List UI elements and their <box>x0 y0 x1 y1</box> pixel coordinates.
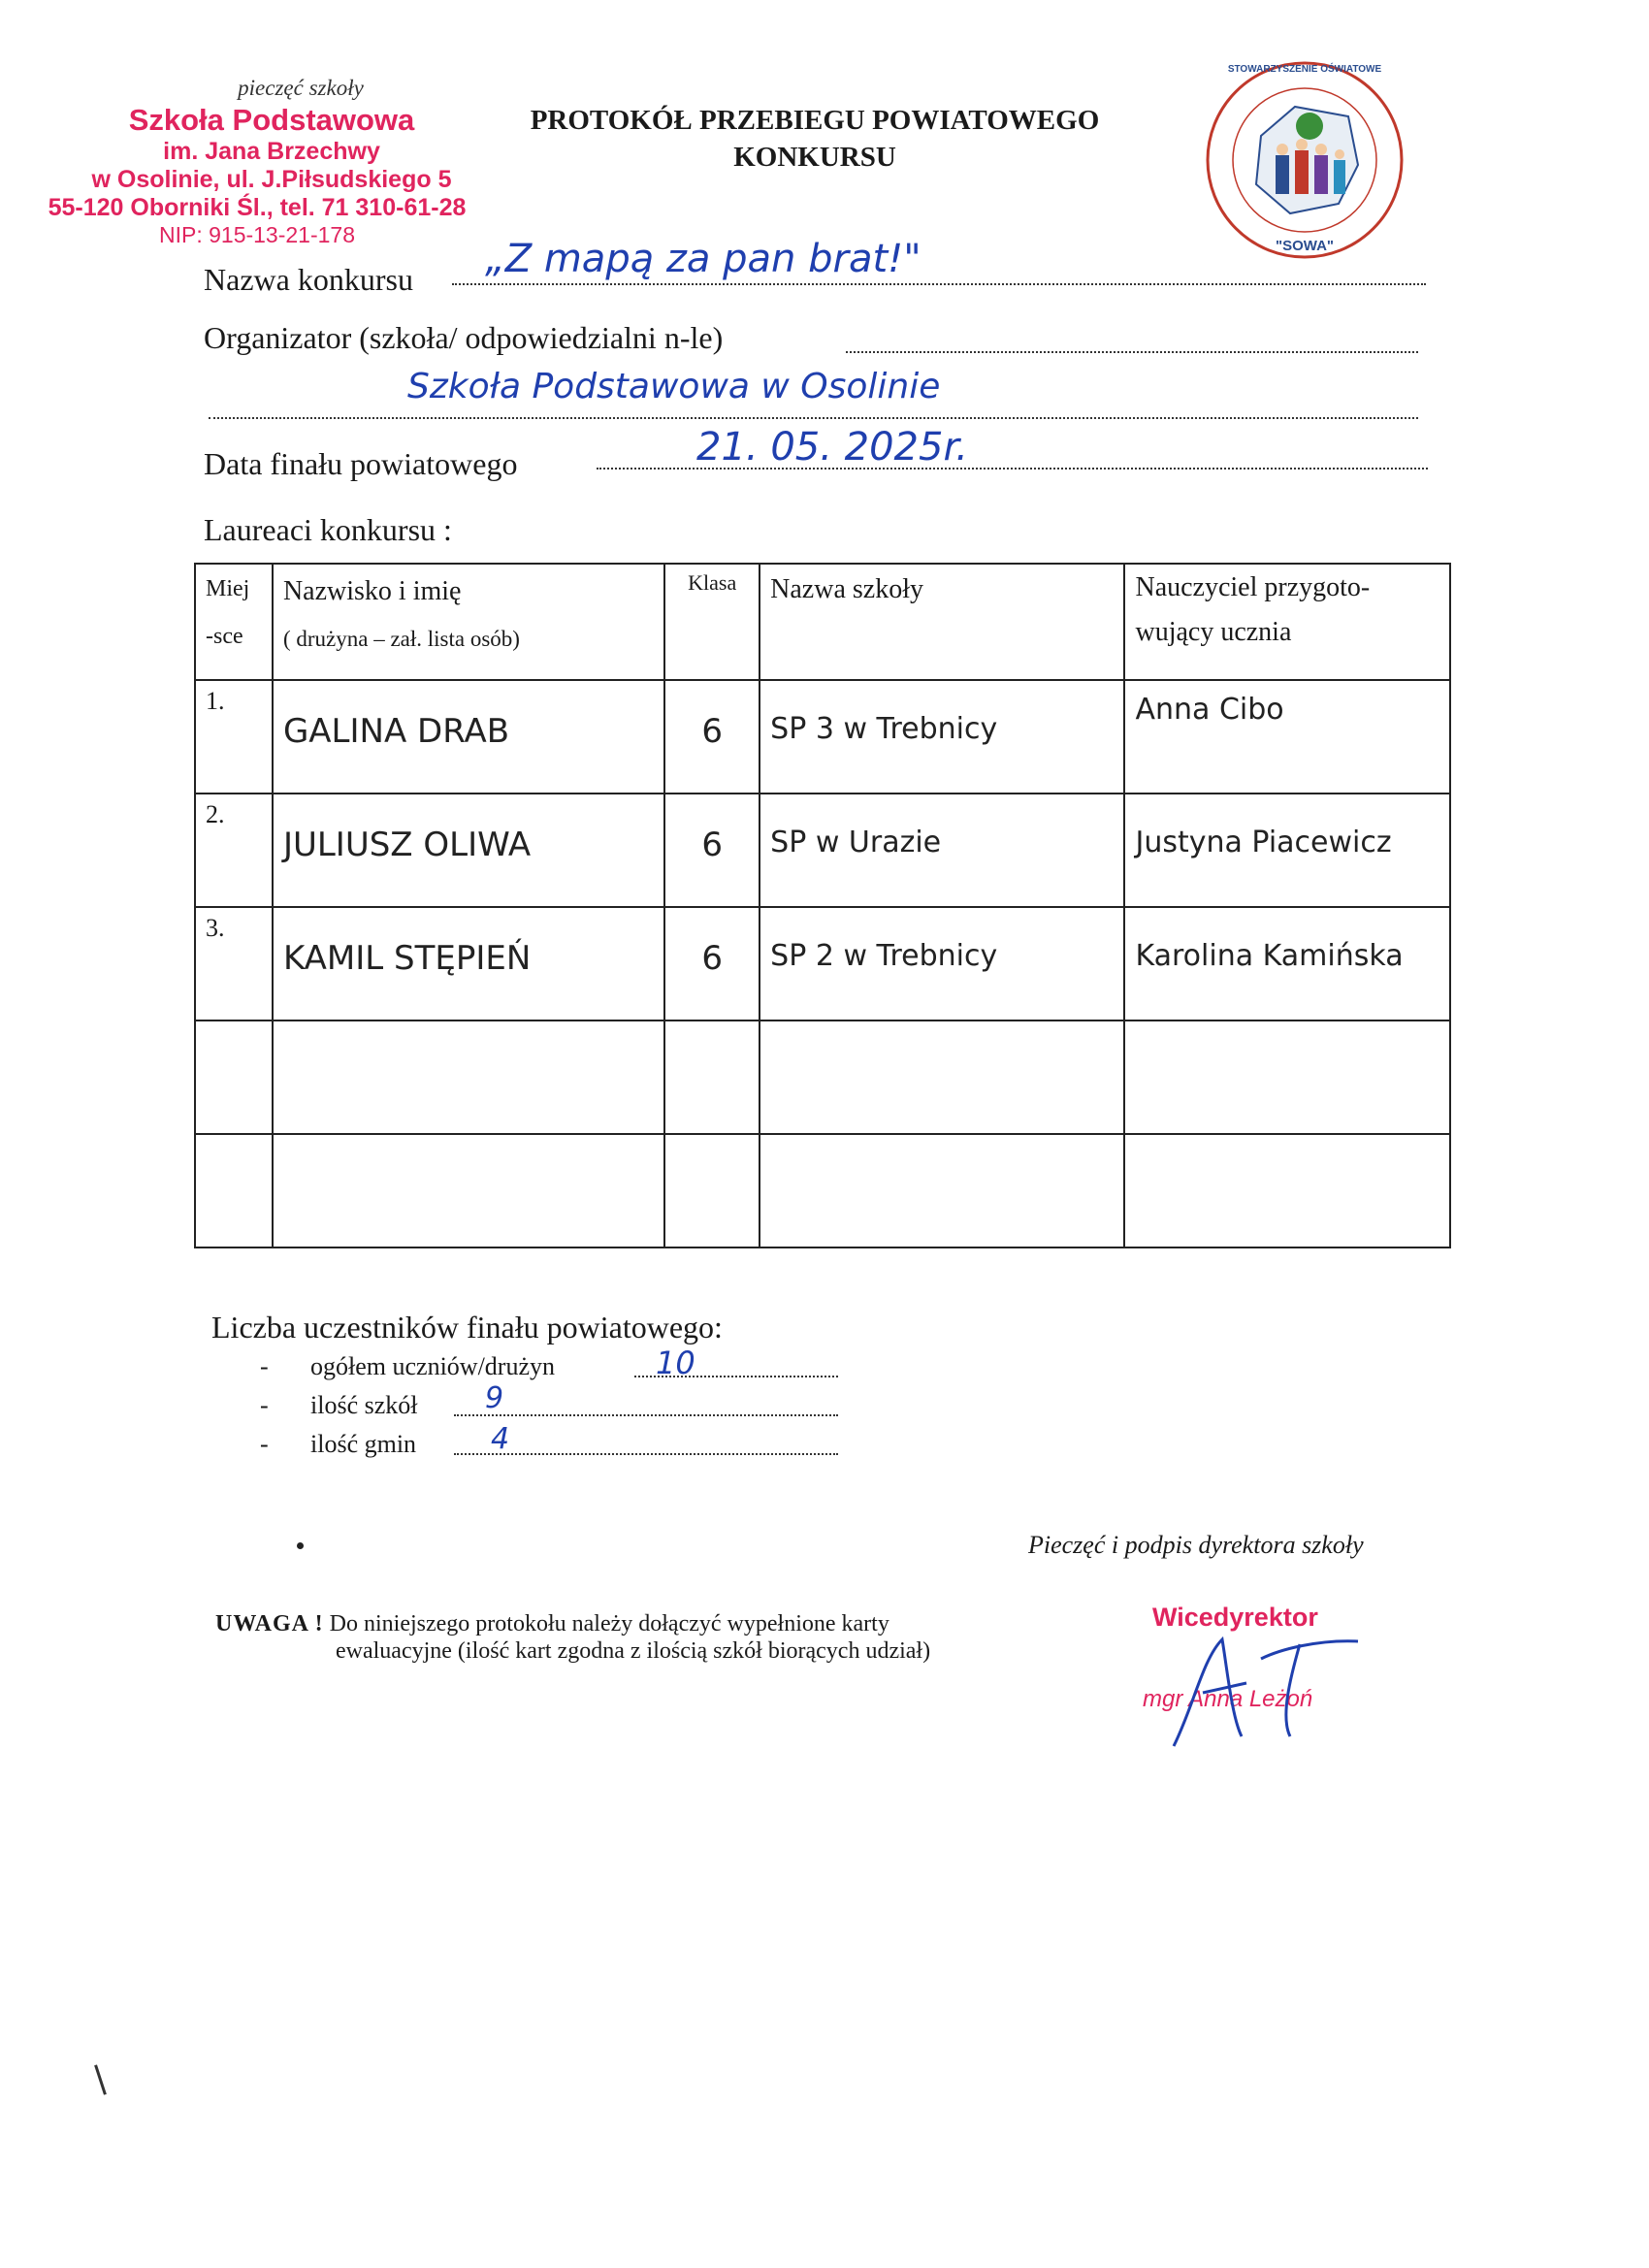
organizer-dotted-line-1 <box>846 351 1418 353</box>
contest-label: Nazwa konkursu <box>204 262 413 297</box>
row-class <box>664 1134 760 1247</box>
stray-mark <box>297 1542 304 1549</box>
row-teacher: Karolina Kamińska <box>1124 907 1450 1021</box>
signature <box>1135 1601 1426 1756</box>
organizer-label: Organizator (szkoła/ odpowiedzialni n-le) <box>204 320 724 355</box>
header-place: Miej -sce <box>195 564 273 680</box>
date-label: Data finału powiatowego <box>204 446 518 481</box>
row-teacher: Anna Cibo <box>1124 680 1450 794</box>
table-row <box>195 907 1450 1021</box>
stamp-caption: pieczęć szkoły <box>238 76 364 100</box>
laureates-table <box>194 563 1451 1248</box>
row-class <box>664 1021 760 1134</box>
row-name: JULIUSZ OLIWA <box>273 794 664 907</box>
stray-mark <box>94 2064 107 2094</box>
row-place: 3. <box>195 907 273 1021</box>
schools-label: ilość szkół <box>310 1391 418 1419</box>
director-stamp-title: Wicedyrektor <box>1152 1603 1318 1632</box>
row-school: SP w Urazie <box>760 794 1124 907</box>
organizer-value: Szkoła Podstawowa w Osolinie <box>407 367 941 406</box>
row-name: KAMIL STĘPIEŃ <box>273 907 664 1021</box>
title-line2: KONKURSU <box>733 142 896 173</box>
sowa-logo <box>1203 58 1406 262</box>
stamp-patron: im. Jana Brzechwy <box>163 138 380 165</box>
total-label: ogółem uczniów/drużyn <box>310 1352 555 1380</box>
row-place: 1. <box>195 680 273 794</box>
participants-total: - ogółem uczniów/drużyn 10 <box>260 1350 842 1385</box>
row-name <box>273 1134 664 1247</box>
date-value: 21. 05. 2025r. <box>696 425 968 470</box>
contest-dotted-line <box>452 283 1426 285</box>
table-row <box>195 680 1450 794</box>
participants-schools: - ilość szkół 9 <box>260 1389 842 1424</box>
table-row <box>195 1021 1450 1134</box>
stamp-city-phone: 55-120 Oborniki Śl., tel. 71 310-61-28 <box>48 194 467 221</box>
table-header-row <box>195 564 1450 680</box>
laureates-label: Laureaci konkursu : <box>204 512 452 547</box>
director-caption: Pieczęć i podpis dyrektora szkoły <box>1028 1531 1364 1559</box>
row-name: GALINA DRAB <box>273 680 664 794</box>
row-place: 2. <box>195 794 273 907</box>
contest-value: „Z mapą za pan brat!" <box>485 237 922 281</box>
note-label: UWAGA ! <box>215 1611 324 1636</box>
stamp-nip: NIP: 915-13-21-178 <box>158 222 355 247</box>
row-school <box>760 1021 1124 1134</box>
page-title <box>466 102 1164 176</box>
gminas-label: ilość gmin <box>310 1430 417 1458</box>
title-line1: PROTOKÓŁ PRZEBIEGU POWIATOWEGO <box>530 105 1100 136</box>
row-name <box>273 1021 664 1134</box>
header-teacher: Nauczyciel przygoto- wujący ucznia <box>1124 564 1450 680</box>
note-line1: Do niniejszego protokołu należy dołączyć wypełnione karty <box>329 1611 889 1636</box>
row-teacher: Justyna Piacewicz <box>1124 794 1450 907</box>
row-school: SP 2 w Trebnicy <box>760 907 1124 1021</box>
schools-value: 9 <box>485 1381 504 1415</box>
row-class: 6 <box>664 680 760 794</box>
stamp-address: w Osolinie, ul. J.Piłsudskiego 5 <box>91 166 452 193</box>
logo-ring-text: STOWARZYSZENIE OŚWIATOWE <box>1227 64 1382 75</box>
note-line2: ewaluacyjne (ilość kart zgodna z ilością szkół biorących udział) <box>336 1638 931 1664</box>
director-stamp-name: mgr Anna Leżoń <box>1143 1686 1313 1712</box>
gminas-value: 4 <box>491 1422 510 1456</box>
row-school <box>760 1134 1124 1247</box>
director-stamp <box>1135 1601 1426 1756</box>
participants-heading: Liczba uczestników finału powiatowego: <box>211 1310 723 1345</box>
header-name: Nazwisko i imię ( drużyna – zał. lista osób) <box>273 564 664 680</box>
total-value: 10 <box>656 1345 695 1381</box>
table-row <box>195 794 1450 907</box>
row-class: 6 <box>664 794 760 907</box>
school-stamp <box>39 76 504 248</box>
row-teacher <box>1124 1021 1450 1134</box>
organizer-dotted-line-2 <box>209 417 1418 419</box>
participants-gminas: - ilość gmin 4 <box>260 1428 842 1463</box>
header-school: Nazwa szkoły <box>760 564 1124 680</box>
schools-dotted-line <box>454 1414 838 1416</box>
sowa-logo-graphic <box>1203 58 1406 262</box>
gminas-dotted-line <box>454 1453 838 1455</box>
table-row <box>195 1134 1450 1247</box>
stamp-school-name: Szkoła Podstawowa <box>128 103 415 137</box>
row-teacher <box>1124 1134 1450 1247</box>
row-place <box>195 1021 273 1134</box>
header-class: Klasa <box>664 564 760 680</box>
row-school: SP 3 w Trebnicy <box>760 680 1124 794</box>
note-block <box>215 1610 1069 1665</box>
logo-bottom-text: "SOWA" <box>1275 238 1335 254</box>
row-place <box>195 1134 273 1247</box>
row-class: 6 <box>664 907 760 1021</box>
